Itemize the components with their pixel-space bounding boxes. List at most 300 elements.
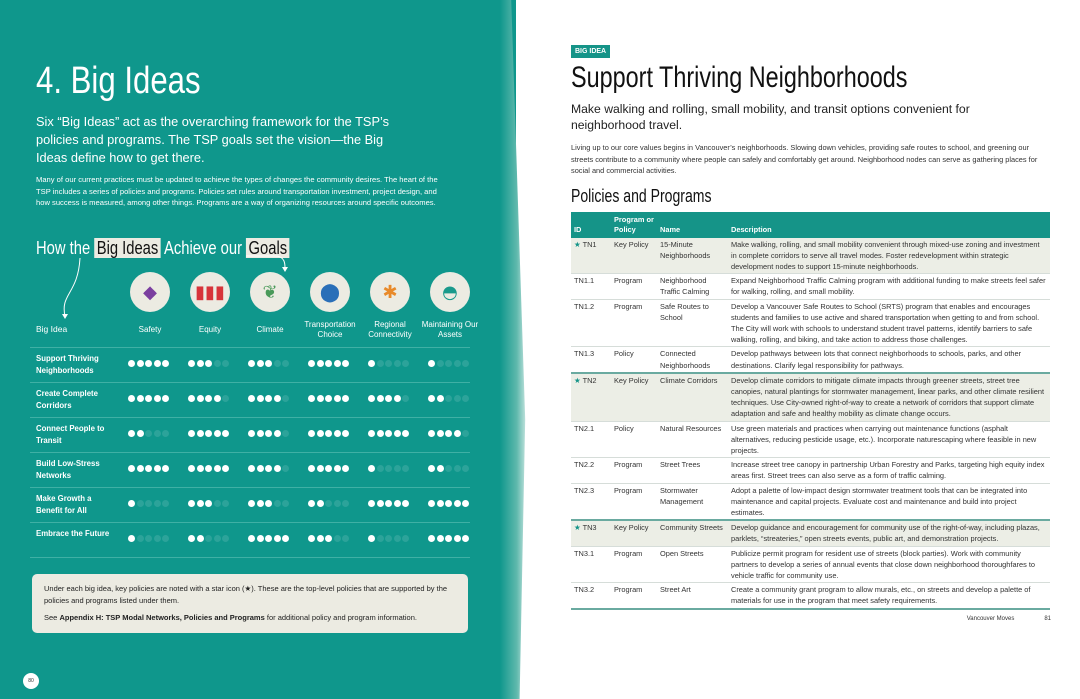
big-idea-row xyxy=(30,522,470,557)
big-idea-row xyxy=(30,382,470,417)
rating-dot xyxy=(188,360,195,367)
row-type: Key Policy xyxy=(611,238,657,274)
rating-dot xyxy=(385,360,392,367)
rating-dot xyxy=(248,430,255,437)
rating-dot xyxy=(342,500,349,507)
section-heading: How the Big Ideas Achieve our Goals xyxy=(36,238,290,259)
rating-dot xyxy=(162,395,169,402)
rating-dot xyxy=(197,395,204,402)
rating-dots xyxy=(308,535,349,542)
table-row xyxy=(571,299,1050,347)
rating-dot xyxy=(428,430,435,437)
row-id: TN2.2 xyxy=(571,458,611,483)
rating-dot xyxy=(402,500,409,507)
big-idea-title: Support Thriving Neighborhoods xyxy=(571,61,908,94)
goal-label: Equity xyxy=(198,324,222,334)
rating-dots xyxy=(368,430,409,437)
row-description: Expand Neighborhood Traffic Calming program with additional funding to make streets feel safer for walking, rolling, and small mobility. xyxy=(728,274,1050,299)
rating-dots xyxy=(308,360,349,367)
rating-dots xyxy=(188,500,229,507)
rating-dot xyxy=(145,430,152,437)
table-row xyxy=(571,583,1050,609)
rating-dot xyxy=(454,500,461,507)
rating-dot xyxy=(128,360,135,367)
key-policy-note: Under each big idea, key policies are noted with a star icon (★). These are the top-level policies that are supported by the policies and programs listed under them. See Appendix H: TSP Modal Networks, Policies and Programs for additional policy and program information. xyxy=(32,574,468,633)
rating-dot xyxy=(317,500,324,507)
rating-dots xyxy=(248,535,289,542)
rating-dot xyxy=(154,500,161,507)
rating-dots xyxy=(188,430,229,437)
rating-dot xyxy=(342,430,349,437)
rating-dot xyxy=(454,535,461,542)
rating-dot xyxy=(342,360,349,367)
rating-dot xyxy=(188,535,195,542)
rating-dot xyxy=(162,360,169,367)
rating-dot xyxy=(188,465,195,472)
rating-dot xyxy=(214,430,221,437)
rating-dot xyxy=(377,430,384,437)
rating-dot xyxy=(197,500,204,507)
rating-dot xyxy=(162,430,169,437)
rating-dot xyxy=(214,395,221,402)
goal-label: Climate xyxy=(256,324,284,334)
rating-dot xyxy=(428,465,435,472)
table-row xyxy=(571,421,1050,458)
row-name: Stormwater Management xyxy=(657,483,728,520)
rating-dots xyxy=(308,430,349,437)
rating-dot xyxy=(274,395,281,402)
table-row xyxy=(571,347,1050,373)
hardhat-icon: ◓ xyxy=(430,272,470,312)
rating-dot xyxy=(368,395,375,402)
row-name: Safe Routes to School xyxy=(657,299,728,347)
row-description: Develop a Vancouver Safe Routes to School (SRTS) program that enables and encourages students and families to use active and shared transportation when getting to and from school. The City will work with schools to understand student travel patterns, identify barriers to safe walking, rolling, and biking, and take action to address those challenges. xyxy=(728,299,1050,347)
rating-dot xyxy=(437,395,444,402)
rating-dot xyxy=(377,500,384,507)
rating-dots xyxy=(128,430,169,437)
rating-dot xyxy=(274,360,281,367)
page-footer xyxy=(571,616,1051,622)
rating-dots xyxy=(308,465,349,472)
rating-dot xyxy=(282,465,289,472)
row-description: Develop climate corridors to mitigate climate impacts through greener streets, street tree canopies, natural plantings for stormwater management, linear parks, and other climate resilient techniques. Use City-owned right-of-way to create a network of corridors that support climate adaptation and safe and healthy mobility as climate change occurs. xyxy=(728,373,1050,421)
rating-dots xyxy=(128,360,169,367)
rating-dot xyxy=(205,360,212,367)
table-row xyxy=(571,238,1050,274)
rating-dot xyxy=(308,500,315,507)
rating-dot xyxy=(394,395,401,402)
rating-dot xyxy=(334,360,341,367)
rating-dot xyxy=(282,395,289,402)
rating-dots xyxy=(128,535,169,542)
rating-dot xyxy=(342,395,349,402)
rating-dot xyxy=(394,535,401,542)
row-id: TN2.3 xyxy=(571,483,611,520)
rating-dot xyxy=(368,360,375,367)
rating-dot xyxy=(437,465,444,472)
rating-dot xyxy=(394,430,401,437)
star-icon: ★ xyxy=(574,523,581,533)
rating-dot xyxy=(257,360,264,367)
rating-dot xyxy=(377,360,384,367)
big-idea-paragraph: Living up to our core values begins in Vancouver’s neighborhoods. Slowing down vehicles, providing safe routes to school, and greening our streets contribute to a community where people can safely and comfortably get around. Neighborhood nodes can serve as gathering places for social and commercial activities. xyxy=(571,143,1038,175)
rating-dot xyxy=(462,535,469,542)
page-number: 81 xyxy=(1044,615,1051,622)
rating-dot xyxy=(188,430,195,437)
table-row xyxy=(571,274,1050,299)
rating-dot xyxy=(462,360,469,367)
row-type: Key Policy xyxy=(611,520,657,546)
row-id: TN3.2 xyxy=(571,583,611,609)
rating-dot xyxy=(308,395,315,402)
rating-dot xyxy=(222,465,229,472)
row-type: Program xyxy=(611,274,657,299)
rating-dot xyxy=(222,430,229,437)
big-idea-column-label: Big Idea xyxy=(36,324,68,334)
rating-dot xyxy=(377,535,384,542)
rating-dot xyxy=(325,500,332,507)
rating-dot xyxy=(145,360,152,367)
intro-paragraph: Many of our current practices must be updated to achieve the types of changes the community desires. The heart of the TSP includes a series of policies and programs. Policies set rules around transportation investment, project design, and how success is measured, among other things. Programs are a way of organizing resources around specific outcomes. xyxy=(36,175,438,207)
big-idea-row xyxy=(30,487,470,522)
rating-dot xyxy=(128,500,135,507)
rating-dot xyxy=(248,535,255,542)
row-name: Street Art xyxy=(657,583,728,609)
rating-dot xyxy=(385,430,392,437)
rating-dot xyxy=(445,465,452,472)
row-type: Program xyxy=(611,483,657,520)
row-name: Street Trees xyxy=(657,458,728,483)
rating-dots xyxy=(428,465,469,472)
rating-dot xyxy=(265,395,272,402)
rating-dot xyxy=(265,430,272,437)
rating-dots xyxy=(308,500,349,507)
rating-dot xyxy=(154,395,161,402)
policies-heading: Policies and Programs xyxy=(571,185,712,206)
rating-dot xyxy=(334,395,341,402)
star-icon: ★ xyxy=(574,375,581,385)
rating-dot xyxy=(462,465,469,472)
rating-dot xyxy=(154,430,161,437)
rating-dot xyxy=(145,465,152,472)
rating-dots xyxy=(188,465,229,472)
rating-dot xyxy=(445,395,452,402)
rating-dot xyxy=(265,500,272,507)
goal-equity xyxy=(180,272,240,341)
rating-dot xyxy=(248,500,255,507)
rating-dot xyxy=(248,465,255,472)
rating-dots xyxy=(248,430,289,437)
page-number: 80 xyxy=(23,673,39,689)
star-icon: ★ xyxy=(574,239,581,249)
rating-dot xyxy=(308,360,315,367)
rating-dot xyxy=(334,430,341,437)
rating-dot xyxy=(265,360,272,367)
rating-dot xyxy=(377,395,384,402)
row-description: Increase street tree canopy in partnership Urban Forestry and Parks, targeting high equity index areas first. Street trees can also serve as a form of traffic calming. xyxy=(728,458,1050,483)
rating-dot xyxy=(325,430,332,437)
rating-dot xyxy=(368,500,375,507)
row-name: Open Streets xyxy=(657,546,728,583)
rating-dot xyxy=(145,395,152,402)
rating-dots xyxy=(368,465,409,472)
rating-dot xyxy=(462,430,469,437)
row-type: Key Policy xyxy=(611,373,657,421)
rating-dot xyxy=(368,430,375,437)
rating-dot xyxy=(137,500,144,507)
rating-dot xyxy=(257,465,264,472)
rating-dot xyxy=(137,465,144,472)
row-description: Develop pathways between lots that connect neighborhoods to schools, parks, and other destinations. Clarify legal responsibility for pathways. xyxy=(728,347,1050,373)
rating-dot xyxy=(385,395,392,402)
rating-dot xyxy=(162,535,169,542)
goal-safety xyxy=(120,272,180,341)
rating-dot xyxy=(137,430,144,437)
rating-dot xyxy=(437,535,444,542)
row-name: Neighborhood Traffic Calming xyxy=(657,274,728,299)
rating-dot xyxy=(437,360,444,367)
rating-dot xyxy=(317,430,324,437)
rating-dot xyxy=(128,535,135,542)
rating-dot xyxy=(342,465,349,472)
table-row xyxy=(571,520,1050,546)
rating-dots xyxy=(128,500,169,507)
rating-dot xyxy=(402,465,409,472)
rating-dot xyxy=(265,535,272,542)
rating-dots xyxy=(128,465,169,472)
rating-dots xyxy=(248,465,289,472)
rating-dot xyxy=(428,500,435,507)
rating-dot xyxy=(402,535,409,542)
rating-dot xyxy=(368,535,375,542)
rating-dot xyxy=(197,430,204,437)
rating-dot xyxy=(128,430,135,437)
rating-dot xyxy=(257,500,264,507)
rating-dot xyxy=(308,535,315,542)
row-type: Program xyxy=(611,583,657,609)
divider xyxy=(30,557,470,558)
goal-label: Safety xyxy=(138,324,162,334)
people-icon: ▮▮▮ xyxy=(190,272,230,312)
rating-dot xyxy=(154,535,161,542)
col-type: Program or Policy xyxy=(611,212,657,238)
rating-dot xyxy=(325,465,332,472)
big-idea-subtitle: Make walking and rolling, small mobility, and transit options convenient for neighborhood travel. xyxy=(571,102,970,132)
rating-dots xyxy=(368,535,409,542)
rating-dot xyxy=(214,500,221,507)
rating-dot xyxy=(128,395,135,402)
rating-dots xyxy=(428,535,469,542)
rating-dot xyxy=(445,430,452,437)
rating-dots xyxy=(188,395,229,402)
big-idea-row xyxy=(30,347,470,382)
leaf-icon: ❦ xyxy=(250,272,290,312)
row-id: TN2.1 xyxy=(571,421,611,458)
goal-label: Transportation Choice xyxy=(304,319,356,339)
rating-dot xyxy=(128,465,135,472)
rating-dot xyxy=(197,465,204,472)
rating-dot xyxy=(205,465,212,472)
goal-climate xyxy=(240,272,300,341)
goal-label: Maintaining Our Assets xyxy=(421,319,479,339)
rating-dot xyxy=(437,430,444,437)
rating-dot xyxy=(162,500,169,507)
rating-dot xyxy=(274,430,281,437)
rating-dot xyxy=(317,465,324,472)
rating-dot xyxy=(402,360,409,367)
rating-dots xyxy=(428,360,469,367)
intro-block xyxy=(36,113,446,209)
big-idea-name: Make Growth a Benefit for All xyxy=(36,494,92,515)
table-row xyxy=(571,373,1050,421)
rating-dot xyxy=(137,535,144,542)
row-type: Policy xyxy=(611,421,657,458)
rating-dot xyxy=(394,465,401,472)
rating-dot xyxy=(257,395,264,402)
row-name: Community Streets xyxy=(657,520,728,546)
rating-dot xyxy=(282,360,289,367)
row-id: TN1.1 xyxy=(571,274,611,299)
table-row xyxy=(571,546,1050,583)
col-id: ID xyxy=(571,212,611,238)
rating-dot xyxy=(188,395,195,402)
rating-dot xyxy=(385,465,392,472)
goal-label: Regional Connectivity xyxy=(368,319,412,339)
rating-dot xyxy=(428,360,435,367)
rating-dot xyxy=(454,430,461,437)
rating-dot xyxy=(197,360,204,367)
rating-dots xyxy=(368,395,409,402)
rating-dot xyxy=(265,465,272,472)
rating-dot xyxy=(454,395,461,402)
rating-dots xyxy=(368,500,409,507)
big-idea-name: Create Complete Corridors xyxy=(36,389,98,410)
rating-dot xyxy=(445,535,452,542)
rating-dot xyxy=(205,535,212,542)
rating-dot xyxy=(222,500,229,507)
rating-dot xyxy=(205,395,212,402)
rating-dot xyxy=(402,430,409,437)
table-row xyxy=(571,483,1050,520)
row-type: Program xyxy=(611,546,657,583)
rating-dot xyxy=(462,395,469,402)
row-id: TN1.3 xyxy=(571,347,611,373)
rating-dot xyxy=(137,395,144,402)
row-name: Climate Corridors xyxy=(657,373,728,421)
row-description: Create a community grant program to allow murals, etc., on streets and develop a palette of materials for use in the program that meet safety requirements. xyxy=(728,583,1050,609)
rating-dots xyxy=(248,395,289,402)
rating-dot xyxy=(317,535,324,542)
rating-dot xyxy=(454,360,461,367)
rating-dots xyxy=(368,360,409,367)
rating-dot xyxy=(214,465,221,472)
rating-dot xyxy=(274,535,281,542)
row-description: Make walking, rolling, and small mobility convenient through mixed-use zoning and investment in complete corridors to serve all travel modes. Foster redevelopment within strategic development nodes to support 15-minute neighborhoods. xyxy=(728,238,1050,274)
rating-dot xyxy=(282,430,289,437)
big-idea-name: Connect People to Transit xyxy=(36,424,105,445)
rating-dot xyxy=(137,360,144,367)
rating-dot xyxy=(385,535,392,542)
rating-dot xyxy=(282,535,289,542)
page-title: 4. Big Ideas xyxy=(36,60,201,102)
rating-dots xyxy=(188,360,229,367)
rating-dot xyxy=(282,500,289,507)
rating-dot xyxy=(454,465,461,472)
rating-dot xyxy=(214,360,221,367)
rating-dot xyxy=(334,535,341,542)
left-page xyxy=(0,0,516,699)
policies-table xyxy=(571,212,1050,610)
rating-dots xyxy=(248,500,289,507)
rating-dot xyxy=(257,430,264,437)
rating-dot xyxy=(445,500,452,507)
rating-dot xyxy=(222,535,229,542)
rating-dot xyxy=(257,535,264,542)
table-row xyxy=(571,458,1050,483)
bike-pin-icon: ⬤ xyxy=(310,272,350,312)
rating-dots xyxy=(248,360,289,367)
pedestrian-sign-icon: ◆ xyxy=(130,272,170,312)
row-type: Program xyxy=(611,458,657,483)
rating-dot xyxy=(154,465,161,472)
row-id: ★ TN1 xyxy=(571,238,611,274)
goal-maintaining-our-assets xyxy=(420,272,480,341)
big-idea-name: Support Thriving Neighborhoods xyxy=(36,354,99,375)
row-id: TN1.2 xyxy=(571,299,611,347)
rating-dot xyxy=(394,500,401,507)
rating-dots xyxy=(128,395,169,402)
rating-dot xyxy=(325,395,332,402)
rating-dot xyxy=(377,465,384,472)
rating-dot xyxy=(437,500,444,507)
rating-dot xyxy=(205,500,212,507)
rating-dot xyxy=(317,360,324,367)
right-page-content xyxy=(571,40,1051,622)
rating-dots xyxy=(428,500,469,507)
rating-dot xyxy=(274,465,281,472)
rating-dot xyxy=(145,535,152,542)
rating-dot xyxy=(334,500,341,507)
row-id: ★ TN3 xyxy=(571,520,611,546)
rating-dot xyxy=(248,395,255,402)
rating-dot xyxy=(308,465,315,472)
big-idea-name: Embrace the Future xyxy=(36,529,110,538)
row-name: 15-Minute Neighborhoods xyxy=(657,238,728,274)
rating-dots xyxy=(188,535,229,542)
rating-dot xyxy=(317,395,324,402)
row-id: ★ TN2 xyxy=(571,373,611,421)
rating-dots xyxy=(428,395,469,402)
big-idea-row xyxy=(30,417,470,452)
rating-dot xyxy=(445,360,452,367)
big-idea-row xyxy=(30,452,470,487)
row-name: Connected Neighborhoods xyxy=(657,347,728,373)
network-icon: ✱ xyxy=(370,272,410,312)
rating-dot xyxy=(325,360,332,367)
rating-dot xyxy=(188,500,195,507)
footer-title: Vancouver Moves xyxy=(966,615,1015,622)
rating-dot xyxy=(197,535,204,542)
rating-dots xyxy=(308,395,349,402)
big-idea-badge: BIG IDEA xyxy=(571,45,610,58)
rating-dot xyxy=(428,535,435,542)
col-name: Name xyxy=(657,212,728,238)
intro-text: Six “Big Ideas” act as the overarching framework for the TSP’s policies and programs. The TSP goals set the vision—the Big Ideas define how to get there. xyxy=(36,114,390,165)
row-type: Program xyxy=(611,299,657,347)
rating-dot xyxy=(162,465,169,472)
rating-dot xyxy=(214,535,221,542)
rating-dot xyxy=(368,465,375,472)
